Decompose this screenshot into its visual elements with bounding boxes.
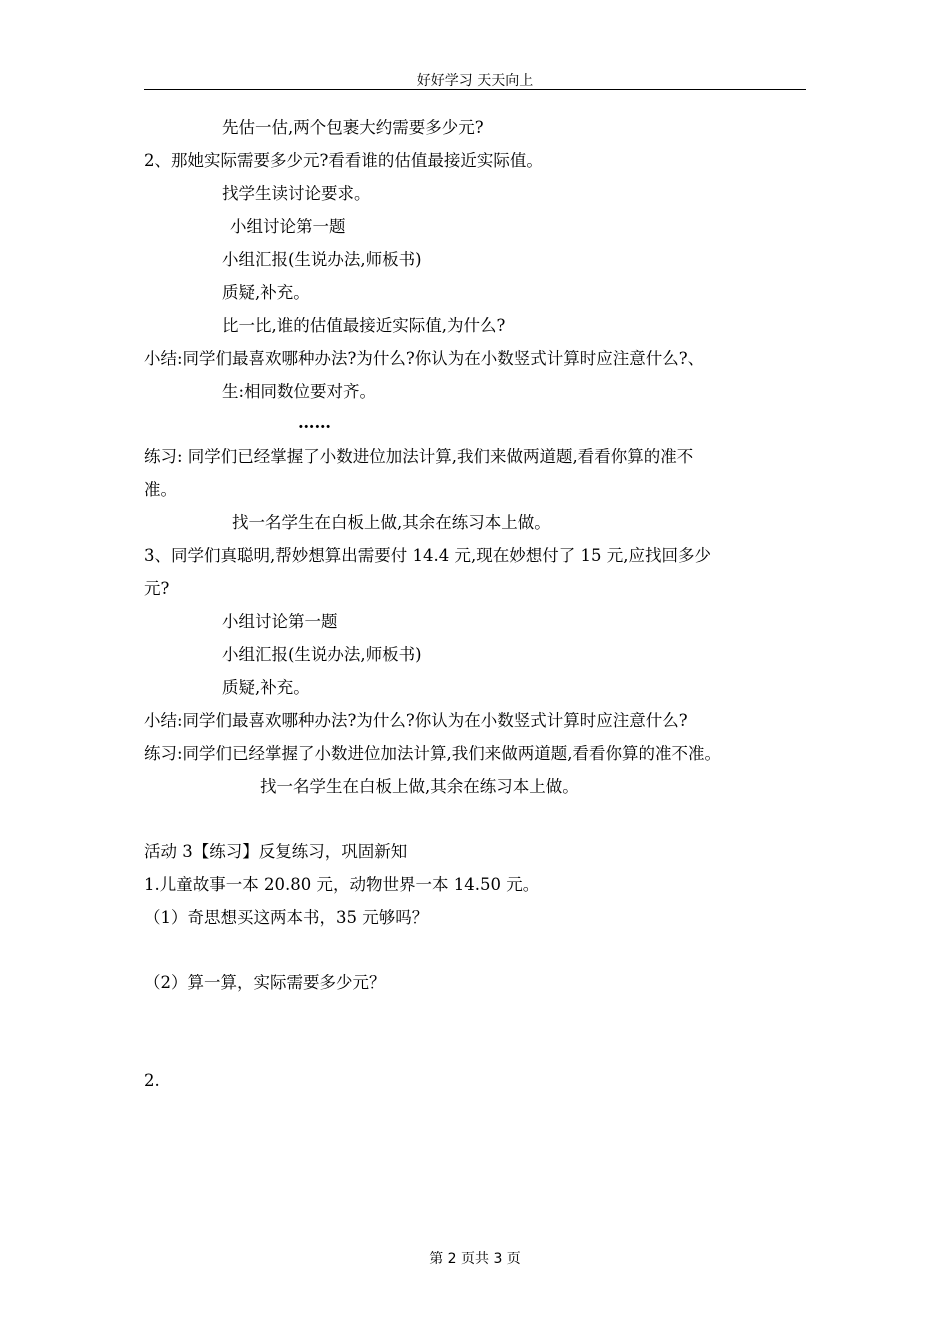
ellipsis: ……: [298, 413, 331, 432]
text-line: （2）算一算，实际需要多少元？: [144, 973, 386, 992]
text-line: 小组汇报(生说办法,师板书): [222, 250, 422, 269]
text-line: 元?: [144, 579, 170, 598]
text-line: 比一比,谁的估值最接近实际值,为什么?: [222, 316, 506, 335]
page-header: 好好学习 天天向上: [416, 73, 534, 89]
section-heading: 活动 3【练习】反复练习，巩固新知: [144, 842, 408, 861]
text-line: 质疑,补充。: [222, 283, 310, 302]
text-line: 3、同学们真聪明,帮妙想算出需要付 14.4 元,现在妙想付了 15 元,应找回多少: [144, 546, 711, 565]
text-line: 2、那她实际需要多少元?看看谁的估值最接近实际值。: [144, 151, 543, 170]
text-line: 小结:同学们最喜欢哪种办法?为什么?你认为在小数竖式计算时应注意什么?: [144, 711, 688, 730]
text-line: 小结:同学们最喜欢哪种办法?为什么?你认为在小数竖式计算时应注意什么?、: [144, 349, 705, 368]
text-line: 小组讨论第一题: [222, 612, 338, 631]
text-line: 质疑,补充。: [222, 678, 310, 697]
text-line: 生:相同数位要对齐。: [222, 382, 377, 401]
text-line: 小组讨论第一题: [230, 217, 346, 236]
text-line: 准。: [144, 480, 177, 499]
text-line: 练习: 同学们已经掌握了小数进位加法计算,我们来做两道题,看看你算的准不: [144, 447, 694, 466]
text-line: 找一名学生在白板上做,其余在练习本上做。: [232, 513, 551, 532]
header-rule: [144, 89, 806, 90]
text-line: （1）奇思想买这两本书，35 元够吗？: [144, 908, 429, 927]
text-line: 1.儿童故事一本 20.80 元，动物世界一本 14.50 元。: [144, 875, 540, 894]
page-footer: 第 2 页共 3 页: [429, 1251, 521, 1267]
text-line: 找学生读讨论要求。: [222, 184, 371, 203]
text-line: 找一名学生在白板上做,其余在练习本上做。: [260, 777, 579, 796]
text-line: 2.: [144, 1071, 160, 1090]
text-line: 练习:同学们已经掌握了小数进位加法计算,我们来做两道题,看看你算的准不准。: [144, 744, 722, 763]
text-line: 先估一估,两个包裹大约需要多少元?: [222, 118, 484, 137]
text-line: 小组汇报(生说办法,师板书): [222, 645, 422, 664]
